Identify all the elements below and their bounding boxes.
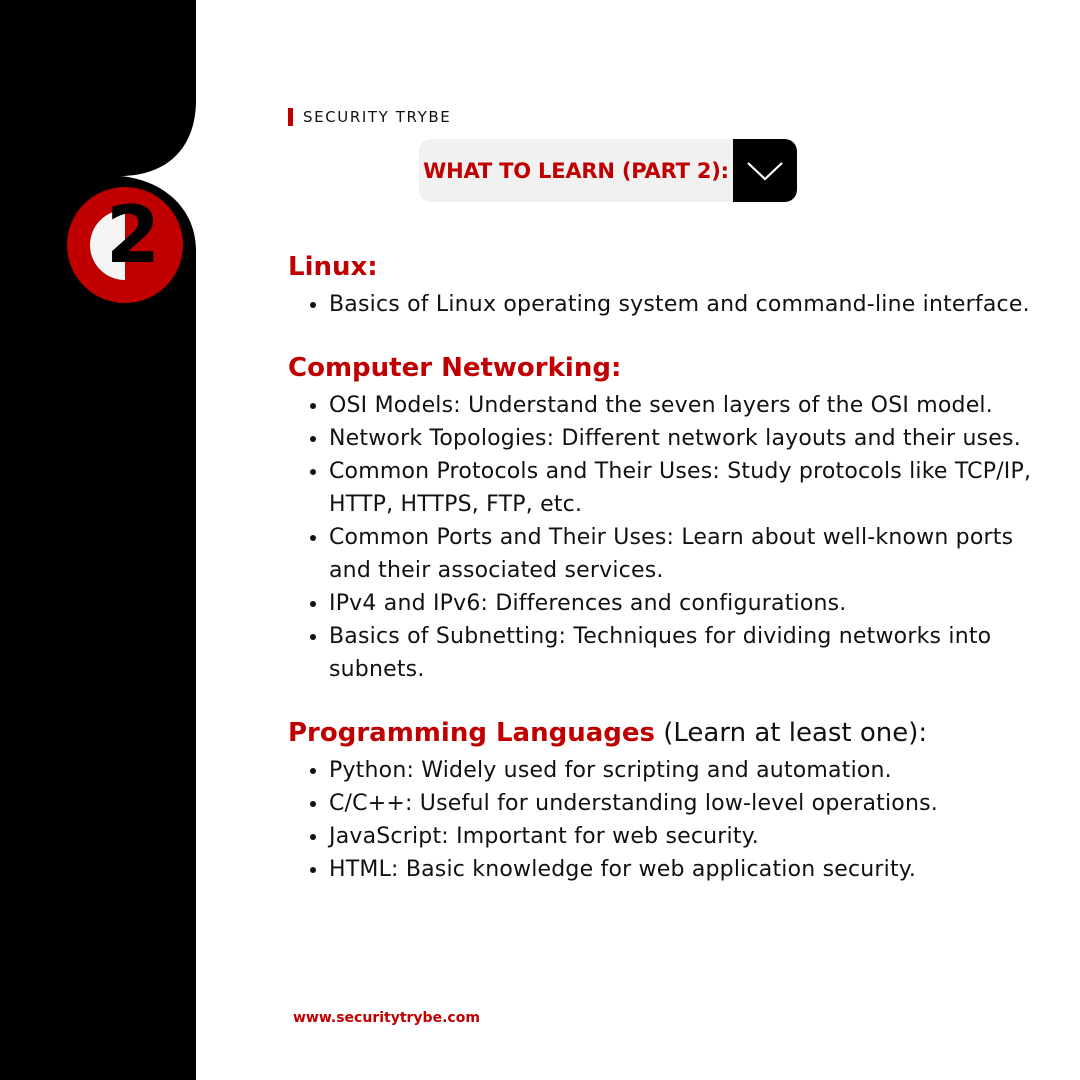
page-title: WHAT TO LEARN (PART 2):	[423, 158, 729, 183]
chevron-down-icon	[745, 159, 785, 183]
list-item: • C/C++: Useful for understanding low-level operations.	[329, 787, 1058, 820]
list-item: • JavaScript: Important for web security.	[329, 820, 1058, 853]
title-chevron-box	[733, 139, 797, 202]
section-programming	[288, 716, 1058, 886]
list-item: • Basics of Linux operating system and command-line interface.	[329, 288, 1058, 321]
section-heading: Computer Networking:	[288, 353, 622, 383]
side-panel-shape	[0, 0, 196, 1080]
section-heading: Programming Languages (Learn at least one):	[288, 718, 928, 748]
list-item: • Network Topologies: Different network layouts and their uses.	[329, 422, 1058, 455]
list-item: • Common Protocols and Their Uses: Study protocols like TCP/IP, HTTP, HTTPS, FTP, etc.	[329, 455, 1058, 521]
list-item: • Python: Widely used for scripting and automation.	[329, 754, 1058, 787]
website-link[interactable]: www.securitytrybe.com	[293, 1010, 480, 1026]
brand-accent-bar	[288, 108, 293, 126]
brand-label	[288, 107, 451, 127]
page-number: 2	[105, 191, 159, 281]
section-heading-note: (Learn at least one):	[655, 718, 928, 748]
list-item: • Basics of Subnetting: Techniques for dividing networks into subnets.	[329, 620, 1058, 686]
section-networking	[288, 351, 1058, 686]
content	[288, 250, 1058, 916]
section-list	[288, 288, 1058, 321]
title-pill	[419, 139, 797, 202]
section-heading: Linux:	[288, 252, 378, 282]
list-item: • IPv4 and IPv6: Differences and configurations.	[329, 587, 1058, 620]
list-item: • OSI Models: Understand the seven layers of the OSI model.	[329, 389, 1058, 422]
section-linux	[288, 250, 1058, 321]
section-list	[288, 389, 1058, 686]
brand-name: SECURITY TRYBE	[303, 108, 452, 126]
section-list	[288, 754, 1058, 886]
list-item: • HTML: Basic knowledge for web application security.	[329, 853, 1058, 886]
list-item: • Common Ports and Their Uses: Learn about well-known ports and their associated services.	[329, 521, 1058, 587]
